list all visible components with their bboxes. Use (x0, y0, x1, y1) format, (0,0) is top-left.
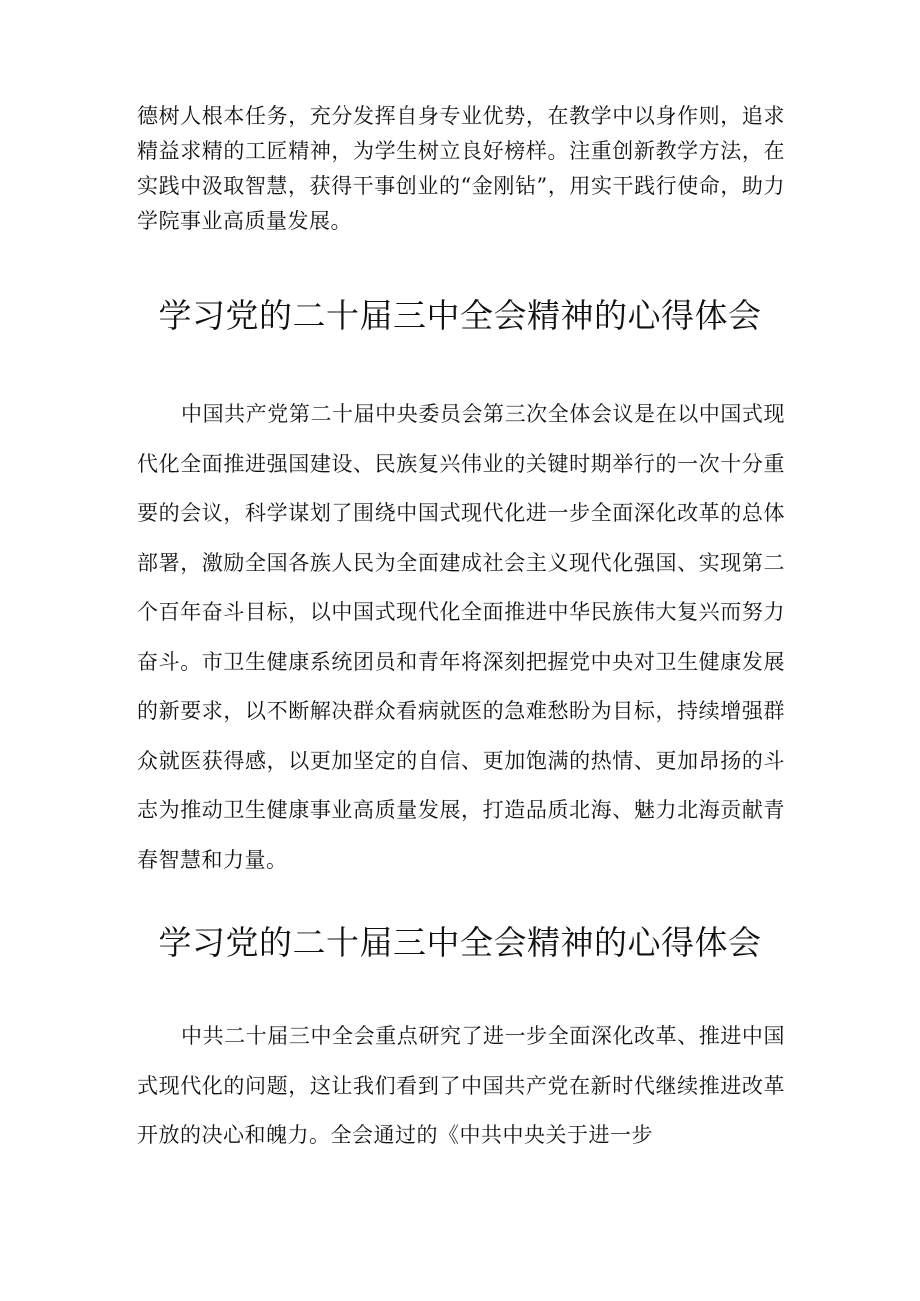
section-paragraph-1: 中国共产党第二十届中央委员会第三次全体会议是在以中国式现代化全面推进强国建设、民族复兴伟业的关键时期举行的一次十分重要的会议，科学谋划了围绕中国式现代化进一步全面深化改革的总体部署，激励全国各族人民为全面建成社会主义现代化强国、实现第二个百年奋斗目标，以中国式现代化全面推进中华民族伟大复兴而努力奋斗。市卫生健康系统团员和青年将深刻把握党中央对卫生健康发展的新要求，以不断解决群众看病就医的急难愁盼为目标，持续增强群众就医获得感，以更加坚定的自信、更加饱满的热情、更加昂扬的斗志为推动卫生健康事业高质量发展，打造品质北海、魅力北海贡献青春智慧和力量。 (137, 402, 785, 872)
paragraph-continued: 德树人根本任务，充分发挥自身专业优势，在教学中以身作则，追求精益求精的工匠精神，为学生树立良好榜样。注重创新教学方法，在实践中汲取智慧，获得干事创业的“金刚钻”，用实干践行使命，助力学院事业高质量发展。 (137, 104, 785, 233)
section-heading-1: 学习党的二十届三中全会精神的心得体会 (158, 296, 762, 335)
section-paragraph-2: 中共二十届三中全会重点研究了进一步全面深化改革、推进中国式现代化的问题，这让我们看到了中国共产党在新时代继续推进改革开放的决心和魄力。全会通过的《中共中央关于进一步 (137, 1024, 785, 1147)
section-heading-2: 学习党的二十届三中全会精神的心得体会 (158, 923, 762, 962)
